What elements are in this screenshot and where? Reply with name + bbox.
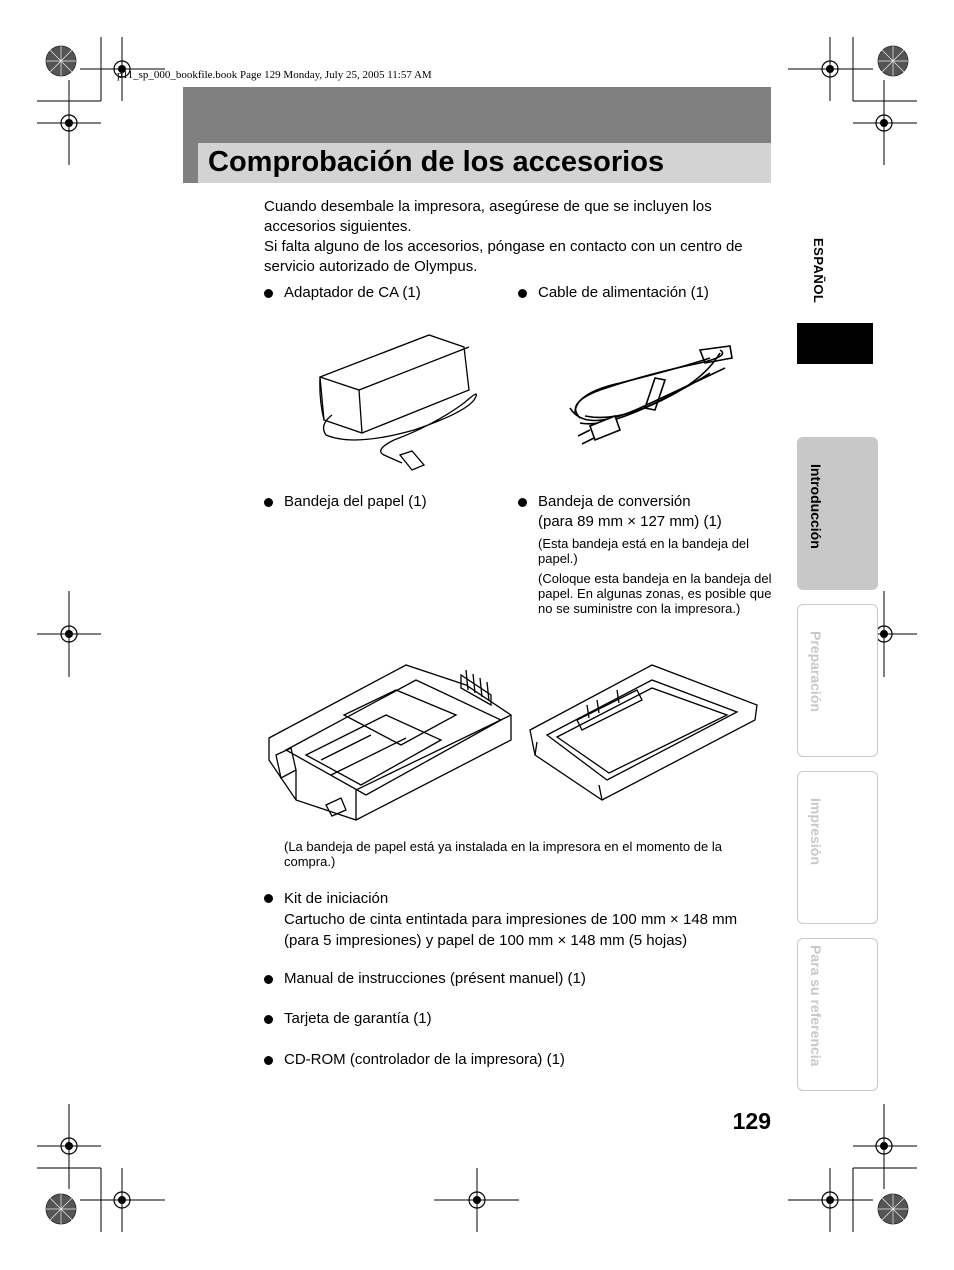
list-item-power-cable: Cable de alimentación (1) [518, 283, 768, 303]
bullet-icon [264, 1056, 273, 1065]
bullet-icon [264, 1015, 273, 1024]
intro-paragraph-2: Si falta alguno de los accesorios, póngase en contacto con un centro de servicio autorizado de Olympus. [264, 238, 743, 275]
list-item-conversion-tray: Bandeja de conversión (para 89 mm × 127 mm) (1) (Esta bandeja está en la bandeja del papel.) (Coloque esta bandeja en la bandeja del papel. En algunas zonas, es posible que no se suministre con la impresora.) [518, 492, 773, 616]
list-item-ac-adapter: Adaptador de CA (1) [264, 283, 504, 303]
ac-adapter-illustration [314, 325, 494, 475]
list-item-starter-kit: Kit de iniciación Cartucho de cinta entintada para impresiones de 100 mm × 148 mm (para 5 impresiones) y papel de 100 mm × 148 mm (5 hojas) [264, 888, 774, 951]
page-number: 129 [732, 1108, 771, 1134]
list-item-cdrom: CD-ROM (controlador de la impresora) (1) [264, 1050, 774, 1070]
conversion-note-1: (Esta bandeja está en la bandeja del papel.) [538, 536, 750, 566]
bullet-icon [518, 498, 527, 507]
conversion-note-2: (Coloque esta bandeja en la bandeja del papel. En algunas zonas, es posible que no se suministre con la impresora.) [538, 571, 772, 616]
language-label: ESPAÑOL [811, 238, 826, 304]
paper-tray-note: (La bandeja de papel está ya instalada en la impresora en el momento de la compra.) [284, 839, 722, 869]
page-title: Comprobación de los accesorios [208, 146, 665, 178]
intro-paragraph-1: Cuando desembale la impresora, asegúrese de que se incluyen los accesorios siguientes. [264, 198, 712, 235]
list-item-paper-tray: Bandeja del papel (1) [264, 492, 504, 512]
power-cable-illustration [560, 338, 740, 458]
list-item-manual: Manual de instrucciones (présent manuel) (1) [264, 969, 774, 989]
tab-impresion[interactable]: Impresión [797, 771, 878, 924]
list-item-warranty: Tarjeta de garantía (1) [264, 1009, 774, 1029]
tab-para-su-referencia[interactable]: Para su referencia [797, 938, 878, 1091]
bullet-icon [264, 894, 273, 903]
intro-text [264, 197, 774, 277]
tab-preparacion[interactable]: Preparación [797, 604, 878, 757]
bullet-icon [264, 975, 273, 984]
bullet-icon [518, 289, 527, 298]
conversion-tray-illustration [527, 660, 762, 805]
starter-kit-description: Cartucho de cinta entintada para impresiones de 100 mm × 148 mm (para 5 impresiones) y papel de 100 mm × 148 mm (5 hojas) [284, 911, 738, 949]
bullet-icon [264, 498, 273, 507]
tab-introduccion[interactable]: Introducción [797, 437, 878, 590]
file-info-header: p11_sp_000_bookfile.book Page 129 Monday, July 25, 2005 11:57 AM [117, 69, 432, 81]
language-tab-marker [797, 323, 873, 364]
bullet-icon [264, 289, 273, 298]
paper-tray-illustration [266, 660, 516, 825]
